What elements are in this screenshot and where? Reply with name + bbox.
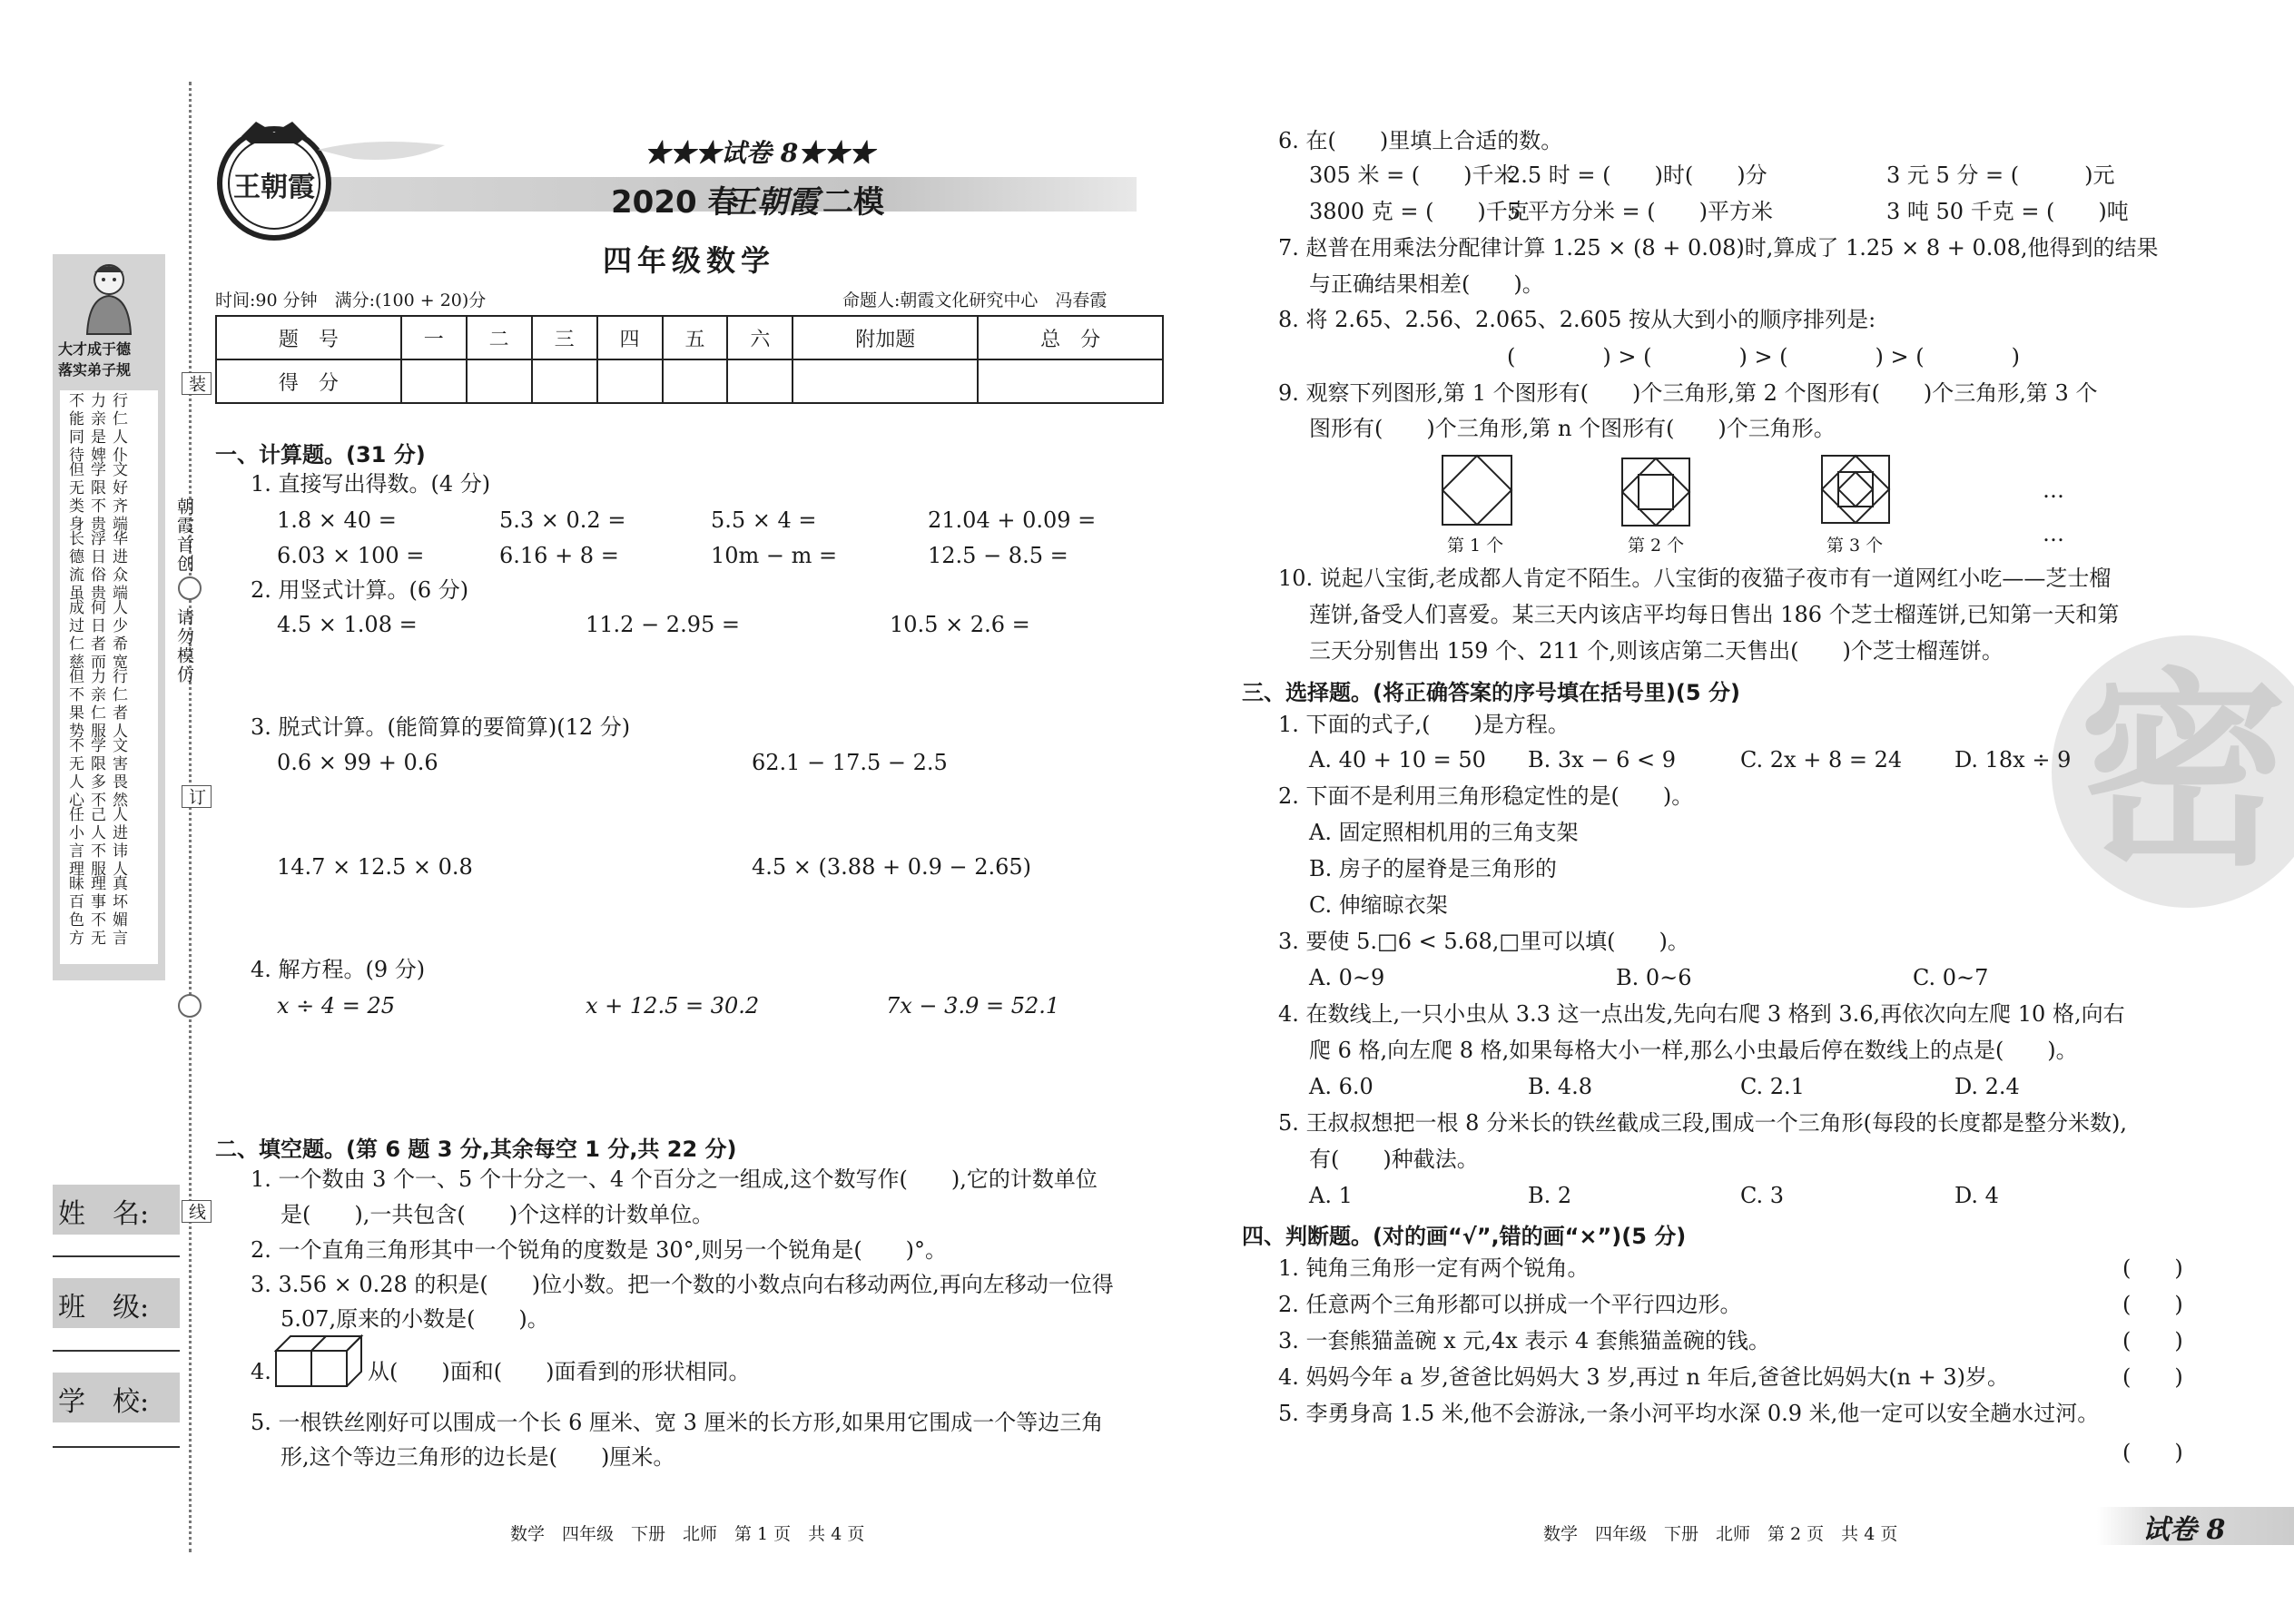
choice-option: C. 2.1	[1740, 1074, 1805, 1099]
question-text: 图形有( )个三角形,第 n 个图形有( )个三角形。	[1309, 416, 1836, 441]
question-text: 3. 3.56 × 0.28 的积是( )位小数。把一个数的小数点向右移动两位,再向左移动一位得	[251, 1272, 1114, 1297]
name-field[interactable]	[53, 1255, 180, 1257]
poem-column: 人进讳人	[109, 806, 127, 879]
question-text: 10. 说起八宝街,老成都人肯定不陌生。八宝街的夜猫子夜市有一道网红小吃——芝士榴	[1278, 566, 2112, 591]
calc-item: 5.5 × 4 =	[711, 507, 817, 533]
question-text: 莲饼,备受人们喜爱。某三天内该店平均每日售出 186 个芝士榴莲饼,已知第一天和第	[1309, 602, 2120, 627]
choice-option: B. 2	[1528, 1183, 1572, 1208]
choice-option: A. 40 + 10 = 50	[1309, 747, 1486, 773]
poem-column: 但不果势	[65, 668, 84, 741]
calc-item: 12.5 − 8.5 =	[928, 543, 1068, 568]
title-brand: 王朝霞	[726, 184, 819, 221]
title-year: 2020 春	[611, 184, 739, 221]
choice-option: D. 18x ÷ 9	[1954, 747, 2072, 773]
poem-column: 力亲是婢	[87, 392, 105, 465]
question-text: 是( ),一共包含( )个这样的计数单位。	[281, 1202, 714, 1227]
score-header: 题 号	[216, 316, 401, 359]
question-text: 4. 在数线上,一只小虫从 3.3 这一点出发,先向右爬 3 格到 3.6,再依次向左爬 10 格,向右	[1278, 1001, 2125, 1027]
score-cell[interactable]	[727, 359, 793, 403]
title-suffix: 二模	[822, 184, 884, 221]
poem-column: 浮日俗贵	[87, 530, 105, 603]
figure-label: 第 2 个	[1628, 536, 1685, 556]
judge-item: 1. 钝角三角形一定有两个锐角。	[1278, 1255, 1590, 1281]
question-text: 1. 下面的式子,( )是方程。	[1278, 712, 1570, 737]
poem-column: 成过仁慈	[65, 599, 84, 672]
section-heading: 二、填空题。(第 6 题 3 分,其余每空 1 分,共 22 分)	[215, 1137, 737, 1162]
section-heading: 三、选择题。(将正确答案的序号填在括号里)(5 分)	[1242, 680, 1740, 705]
page-footer: 数学 四年级 下册 北师 第 2 页 共 4 页	[1543, 1524, 1898, 1544]
choice-option: C. 3	[1740, 1183, 1785, 1208]
name-label: 姓 名:	[58, 1198, 150, 1230]
question-text: 1. 一个数由 3 个一、5 个十分之一、4 个百分之一组成,这个数写作( ),它的计数单位	[251, 1166, 1098, 1192]
choice-option: A. 固定照相机用的三角支架	[1309, 820, 1579, 845]
poem-group	[65, 806, 290, 879]
question-number: 4.	[251, 1359, 271, 1384]
score-cell[interactable]	[597, 359, 663, 403]
score-header: 附加题	[793, 316, 978, 359]
question-title: 4. 解方程。(9 分)	[251, 957, 426, 982]
class-field[interactable]	[53, 1350, 180, 1352]
calc-item: 4.5 × 1.08 =	[277, 612, 418, 637]
poem-column: 不无人心	[65, 737, 84, 810]
triangle-figure-3-icon	[1820, 454, 1891, 525]
poem-column: 文好齐端	[109, 461, 127, 534]
question-text: 5.07,原来的小数是( )。	[281, 1306, 549, 1332]
school-field[interactable]	[53, 1446, 180, 1448]
page-footer: 数学 四年级 下册 北师 第 1 页 共 4 页	[510, 1524, 865, 1544]
answer-blanks: ( ) > ( ) > ( ) > ( )	[1507, 344, 2021, 369]
poem-column: 理事不无	[87, 875, 105, 948]
calc-item: 5.3 × 0.2 =	[499, 507, 626, 533]
calc-item: 21.04 + 0.09 =	[928, 507, 1097, 533]
calc-item: 1.8 × 40 =	[277, 507, 397, 533]
paper-series: ★★★试卷 8★★★	[645, 138, 875, 168]
question-text: 9. 观察下列图形,第 1 个图形有( )个三角形,第 2 个图形有( )个三角形,第 3 个	[1278, 380, 2098, 406]
poem-column: 文害畏然	[109, 737, 127, 810]
stamp-character: 密	[2079, 649, 2289, 894]
choice-option: D. 4	[1954, 1183, 1999, 1208]
question-title: 1. 直接写出得数。(4 分)	[251, 471, 491, 497]
question-text: 从( )面和( )面看到的形状相同。	[368, 1359, 751, 1384]
poem-column: 学限多不	[87, 737, 105, 810]
figure-label: 第 3 个	[1826, 536, 1884, 556]
poem-group	[65, 737, 290, 810]
confidential-stamp	[2052, 635, 2294, 908]
poem-column: 己人不服	[87, 806, 105, 879]
question-title: 2. 用竖式计算。(6 分)	[251, 577, 469, 603]
score-cell[interactable]	[401, 359, 467, 403]
margin-note: 朝霞首创	[174, 497, 194, 574]
ellipsis: …	[2043, 521, 2064, 546]
question-text: 5. 王叔叔想把一根 8 分米长的铁丝截成三段,围成一个三角形(每段的长度都是整分米数),	[1278, 1110, 2128, 1136]
poem-column: 华进众端	[109, 530, 127, 603]
score-cell[interactable]	[532, 359, 597, 403]
calc-item: 6.03 × 100 =	[277, 543, 425, 568]
question-text: 三天分别售出 159 个、211 个,则该店第二天售出( )个芝士榴莲饼。	[1309, 638, 2004, 664]
section-heading: 四、判断题。(对的画“√”,错的画“×”)(5 分)	[1242, 1224, 1687, 1249]
class-label: 班 级:	[58, 1292, 150, 1324]
poem-column: 行仁者人	[109, 668, 127, 741]
score-header: 总 分	[978, 316, 1163, 359]
calc-item: 4.5 × (3.88 + 0.9 − 2.65)	[752, 854, 1032, 880]
question-text: 7. 赵普在用乘法分配律计算 1.25 × (8 + 0.08)时,算成了 1.25 × 8 + 0.08,他得到的结果	[1278, 235, 2159, 261]
choice-option: A. 6.0	[1309, 1074, 1373, 1099]
scholar-cartoon-icon	[80, 260, 138, 336]
score-table	[215, 315, 1164, 404]
fill-item: 2.5 时 = ( )时( )分	[1507, 162, 1767, 188]
score-cell[interactable]	[467, 359, 532, 403]
poem-column: 学限不贵	[87, 461, 105, 534]
slogan: 落实弟子规	[58, 361, 132, 379]
school-label: 学 校:	[58, 1386, 150, 1418]
choice-option: B. 4.8	[1528, 1074, 1593, 1099]
figure-label: 第 1 个	[1447, 536, 1504, 556]
question-text: 有( )种截法。	[1309, 1147, 1479, 1172]
answer-paren[interactable]: ( )	[2122, 1364, 2183, 1390]
poem-column: 不能同待	[65, 392, 84, 465]
equation-item: x + 12.5 = 30.2	[586, 993, 760, 1019]
question-text: 3. 要使 5.□6 < 5.68,□里可以填( )。	[1278, 929, 1689, 954]
score-header: 二	[467, 316, 532, 359]
fill-item: 3 元 5 分 = ( )元	[1886, 162, 2115, 188]
score-header: 五	[663, 316, 728, 359]
triangle-figure-1-icon	[1441, 454, 1513, 527]
choice-option: A. 0~9	[1309, 965, 1385, 990]
answer-paren[interactable]: ( )	[2122, 1255, 2183, 1281]
score-header: 四	[597, 316, 663, 359]
judge-item: 2. 任意两个三角形都可以拼成一个平行四边形。	[1278, 1292, 1742, 1317]
bow-ribbon-icon	[318, 118, 454, 182]
choice-option: C. 0~7	[1913, 965, 1989, 990]
poem-column: 人少希宽	[109, 599, 127, 672]
calc-item: 10m − m =	[711, 543, 838, 568]
poem-column: 力亲仁服	[87, 668, 105, 741]
choice-option: C. 2x + 8 = 24	[1740, 747, 1903, 773]
score-cell[interactable]	[793, 359, 978, 403]
score-row-label: 得 分	[216, 359, 401, 403]
poem-column: 长德流虽	[65, 530, 84, 603]
poem-column: 真坏媚言	[109, 875, 127, 948]
poem-group	[65, 875, 290, 948]
ellipsis: …	[2043, 477, 2064, 503]
calc-item: 14.7 × 12.5 × 0.8	[277, 854, 473, 880]
fill-item: 3 吨 50 千克 = ( )吨	[1886, 199, 2129, 224]
cube-figure-icon	[274, 1334, 365, 1389]
answer-paren[interactable]: ( )	[2122, 1440, 2183, 1465]
question-text: 与正确结果相差( )。	[1309, 271, 1544, 297]
slogan: 大才成于德	[58, 340, 132, 358]
question-text: 爬 6 格,向左爬 8 格,如果每格大小一样,那么小虫最后停在数线上的点是( )。	[1309, 1038, 2078, 1063]
calc-item: 0.6 × 99 + 0.6	[277, 750, 438, 775]
score-cell[interactable]	[663, 359, 728, 403]
equation-item: x ÷ 4 = 25	[277, 993, 396, 1019]
choice-option: B. 3x − 6 < 9	[1528, 747, 1676, 773]
margin-note: 请勿模仿	[174, 608, 194, 684]
choice-option: A. 1	[1309, 1183, 1353, 1208]
calc-item: 11.2 − 2.95 =	[586, 612, 740, 637]
poem-column: 何日者而	[87, 599, 105, 672]
question-text: 2. 一个直角三角形其中一个锐角的度数是 30°,则另一个锐角是( )°。	[251, 1237, 948, 1263]
calc-item: 62.1 − 17.5 − 2.5	[752, 750, 948, 775]
question-text: 8. 将 2.65、2.56、2.065、2.605 按从大到小的顺序排列是:	[1278, 307, 1876, 332]
poem-column: 任小言理	[65, 806, 84, 879]
section-heading: 一、计算题。(31 分)	[215, 442, 426, 468]
question-text: 5. 一根铁丝刚好可以围成一个长 6 厘米、宽 3 厘米的长方形,如果用它围成一个等边三角	[251, 1410, 1104, 1435]
poem-column: 但无类身	[65, 461, 84, 534]
judge-item: 3. 一套熊猫盖碗 x 元,4x 表示 4 套熊猫盖碗的钱。	[1278, 1328, 1770, 1353]
judge-item: 5. 李勇身高 1.5 米,他不会游泳,一条小河平均水深 0.9 米,他一定可以安全趟水过河。	[1278, 1401, 2100, 1426]
score-header: 三	[532, 316, 597, 359]
judge-item: 4. 妈妈今年 a 岁,爸爸比妈妈大 3 岁,再过 n 年后,爸爸比妈妈大(n + 3)岁。	[1278, 1364, 2010, 1390]
question-text: 6. 在( )里填上合适的数。	[1278, 128, 1563, 153]
cut-mark: 订	[182, 785, 212, 808]
poem-column: 昧百色方	[65, 875, 84, 948]
fill-item: 3800 克 = ( )千克	[1309, 199, 1530, 224]
score-header: 六	[727, 316, 793, 359]
answer-paren[interactable]: ( )	[2122, 1292, 2183, 1317]
question-text: 2. 下面不是利用三角形稳定性的是( )。	[1278, 783, 1694, 809]
question-text: 形,这个等边三角形的边长是( )厘米。	[281, 1444, 675, 1470]
calc-item: 10.5 × 2.6 =	[890, 612, 1030, 637]
cut-mark: 装	[182, 372, 212, 395]
cut-mark: 线	[182, 1200, 212, 1223]
question-title: 3. 脱式计算。(能简算的要简算)(12 分)	[251, 714, 631, 740]
fill-item: 5 平方分米 = ( )平方米	[1507, 199, 1773, 224]
score-header: 一	[401, 316, 467, 359]
triangle-figure-2-icon	[1620, 457, 1691, 527]
choice-option: D. 2.4	[1954, 1074, 2020, 1099]
choice-option: B. 0~6	[1616, 965, 1692, 990]
exam-time: 时间:90 分钟 满分:(100 + 20)分	[215, 290, 487, 310]
poem-column: 行仁人仆	[109, 392, 127, 465]
subject-title: 四年级数学	[603, 243, 776, 278]
choice-option: C. 伸缩晾衣架	[1309, 892, 1448, 918]
paper-tag: 试卷 8	[2142, 1514, 2226, 1546]
equation-item: 7x − 3.9 = 52.1	[886, 993, 1060, 1019]
exam-author: 命题人:朝霞文化研究中心 冯春霞	[842, 290, 1108, 310]
choice-option: B. 房子的屋脊是三角形的	[1309, 856, 1557, 881]
score-cell[interactable]	[978, 359, 1163, 403]
answer-paren[interactable]: ( )	[2122, 1328, 2183, 1353]
binding-hole	[178, 994, 202, 1018]
calc-item: 6.16 + 8 =	[499, 543, 619, 568]
fill-item: 305 米 = ( )千米	[1309, 162, 1516, 188]
poem-group	[65, 599, 290, 672]
logo-text: 王朝霞	[233, 172, 315, 203]
